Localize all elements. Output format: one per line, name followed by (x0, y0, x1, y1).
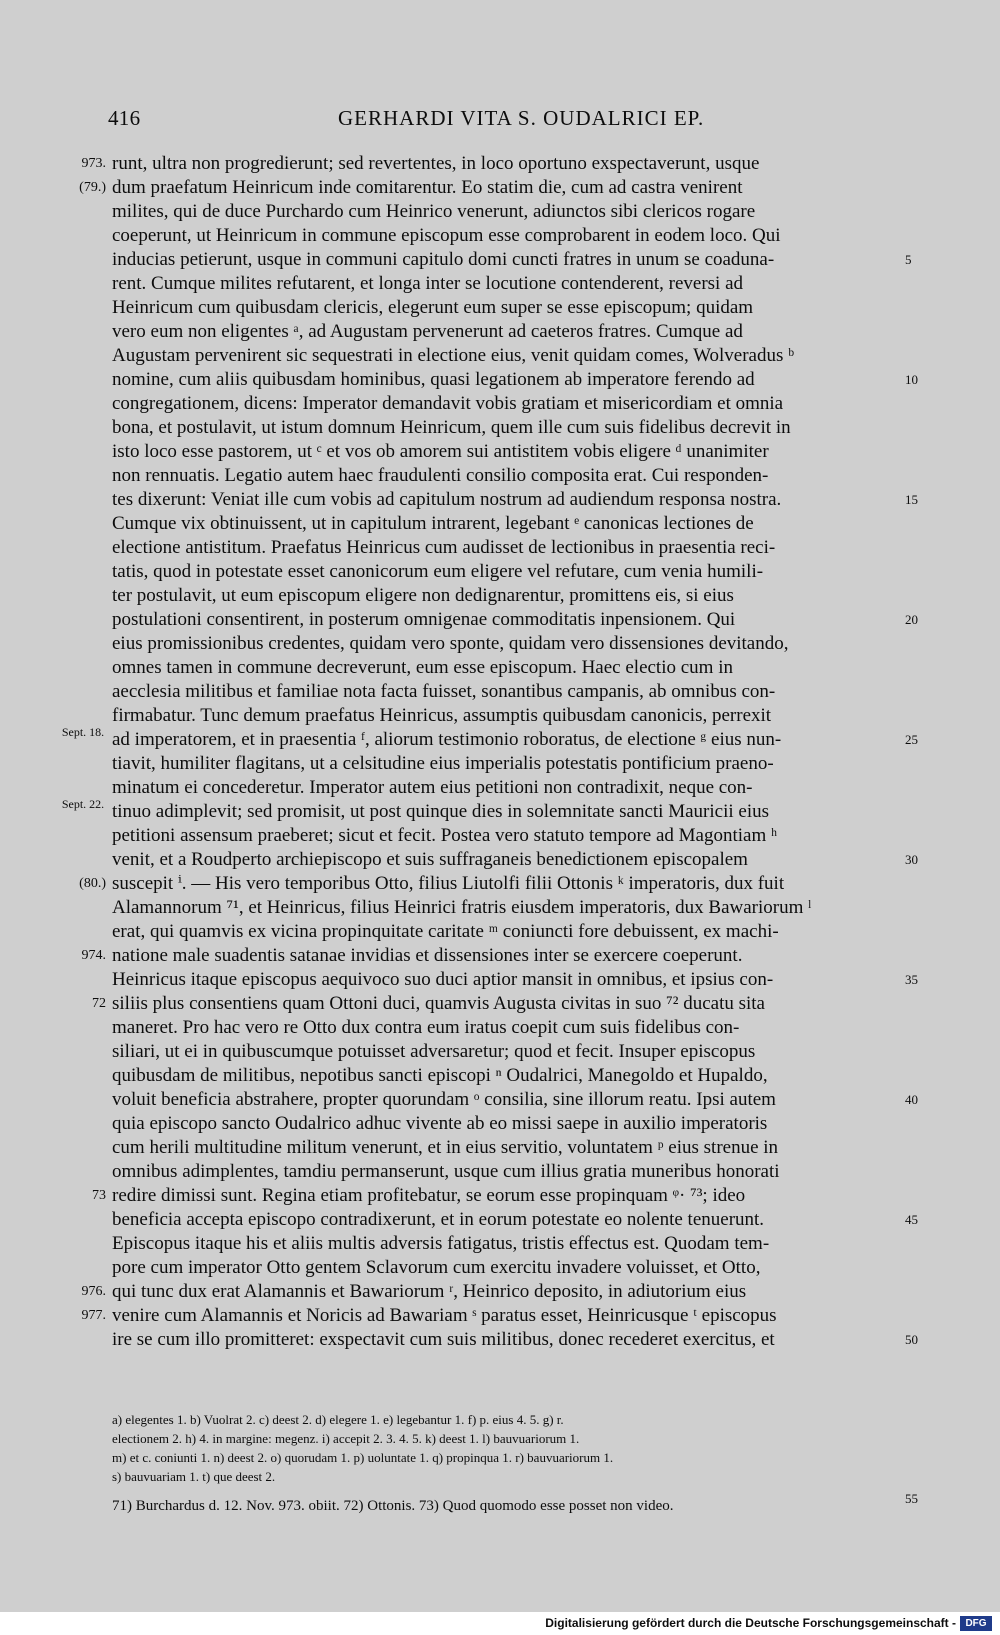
text-line: quibusdam de militibus, nepotibus sancti episcopi ⁿ Oudalrici, Manegoldo et Hupaldo, (112, 1065, 768, 1086)
text-line: siliari, ut ei in quibuscumque potuisset adversaretur; quod et fecit. Insuper episcopus (112, 1041, 756, 1062)
text-line: venire cum Alamannis et Noricis ad Bawariam ˢ paratus esset, Heinricusque ᵗ episcopus (112, 1305, 777, 1326)
text-line: ire se cum illo promitteret: exspectavit cum suis militibus, donec recederet exercitus, et (112, 1329, 775, 1350)
text-line: tes dixerunt: Veniat ille cum vobis ad capitulum nostrum ad audiendum responsa nostra. (112, 489, 782, 510)
text-line: maneret. Pro hac vero re Otto dux contra eum iratus coepit cum suis fidelibus con- (112, 1017, 740, 1038)
text-line: Heinricus itaque episcopus aequivoco suo duci aptior mansit in omnibus, et ipsius con- (112, 969, 774, 990)
left-margin-note: 72 (92, 996, 106, 1011)
text-line: tiavit, humiliter flagitans, ut a celsitudine eius imperialis potestatis pontificium praeno- (112, 753, 774, 774)
text-line: Augustam pervenirent sic sequestrati in electione eius, venit quidam comes, Wolveradus ᵇ (112, 345, 795, 366)
text-line: voluit beneficia abstrahere, propter quorundam ᵒ consilia, sine illorum reatu. Ipsi autem (112, 1089, 776, 1110)
line-number: 45 (905, 1212, 918, 1227)
text-line: omnes tamen in commune decreverunt, eum esse episcopum. Haec electio cum in (112, 657, 733, 678)
text-line: natione male suadentis satanae invidias et dissensiones inter se exercere coeperunt. (112, 945, 743, 966)
text-line: eius promissionibus credentes, quidam vero sponte, quidam vero dissensiones devitando, (112, 633, 789, 654)
left-margin-note: Sept. 22. (61, 797, 105, 811)
text-line: postulationi consentirent, in posterum omnigenae commoditatis inpensionem. Qui (112, 609, 736, 630)
dfg-logo: DFG (960, 1616, 992, 1631)
text-line: congregationem, dicens: Imperator demandavit vobis gratiam et misericordiam et omnia (112, 393, 784, 414)
line-number: 5 (905, 252, 912, 267)
left-margin-note: 974. (81, 948, 106, 963)
text-line: ter postulavit, ut eum episcopum eligere non dedignarentur, promittens eis, si eius (112, 585, 734, 606)
text-line: pore cum imperator Otto gentem Sclavorum cum exercitu invadere voluisset, et Otto, (112, 1257, 761, 1278)
text-line: aecclesia militibus et familiae nota facta fuisset, sonantibus campanis, ab omnibus con- (112, 681, 776, 702)
apparatus-line: m) et c. coniunti 1. n) deest 2. o) quorudam 1. p) uoluntate 1. q) propinqua 1. r) bauvuariorum 1. (112, 1450, 614, 1465)
text-line: electione antistitum. Praefatus Heinricus cum audisset de lectionibus in praesentia reci- (112, 537, 776, 558)
critical-apparatus (112, 1410, 912, 1486)
text-line: suscepit ⁱ. — His vero temporibus Otto, filius Liutolfi filii Ottonis ᵏ imperatoris, dux fuit (112, 873, 785, 894)
text-line: minatum ei concederetur. Imperator autem eius petitioni non contradixit, neque con- (112, 777, 753, 798)
text-line: coeperunt, ut Heinricum in commune episcopum esse comprobarent in eodem loco. Qui (112, 225, 781, 246)
left-margin-note: 973. (81, 156, 106, 171)
text-line: venit, et a Roudperto archiepiscopo et suis suffraganeis benedictionem episcopalem (112, 849, 748, 870)
credit-bar (0, 1612, 1000, 1635)
text-line: non rennuatis. Legatio autem haec fraudulenti consilio composita erat. Cui responden- (112, 465, 769, 486)
footnotes: 71) Burchardus d. 12. Nov. 973. obiit. 72) Ottonis. 73) Quod quomodo esse posset non video. (112, 1498, 674, 1514)
text-line: omnibus adimplentes, tamdiu permanserunt, usque cum illius gratia muneribus honorati (112, 1161, 780, 1182)
text-line: redire dimissi sunt. Regina etiam profitebatur, se eorum esse propinquam ᵠ· ⁷³; ideo (112, 1185, 746, 1206)
text-line: Heinricum cum quibusdam clericis, elegerunt eum super se esse episcopum; quidam (112, 297, 754, 318)
left-margin-note: 977. (81, 1308, 106, 1323)
text-line: rent. Cumque milites refutarent, et longa inter se locutione contenderent, reversi ad (112, 273, 743, 294)
text-line: inducias petierunt, usque in communi capitulo domi cuncti fratres in unum se coaduna- (112, 249, 775, 270)
left-margin-note: (80.) (79, 876, 106, 891)
apparatus-line: s) bauvuariam 1. t) que deest 2. (112, 1469, 276, 1484)
line-number: 25 (905, 732, 918, 747)
text-line: quia episcopo sancto Oudalrico adhuc vivente ab eo missi saepe in auxilio imperatoris (112, 1113, 768, 1134)
text-line: petitioni assensum praeberet; sicut et fecit. Postea vero statuto tempore ad Magontiam ʰ (112, 825, 778, 846)
text-line: vero eum non eligentes ᵃ, ad Augustam pervenerunt ad caeteros fratres. Cumque ad (112, 321, 743, 342)
left-margin-note: 976. (81, 1284, 106, 1299)
credit-text: Digitalisierung gefördert durch die Deutsche Forschungsgemeinschaft - (545, 1616, 956, 1630)
text-line: cum herili multitudine militum venerunt, et in eius servitio, voluntatem ᵖ eius strenue in (112, 1137, 779, 1158)
text-line: runt, ultra non progredierunt; sed revertentes, in loco oportuno exspectaverunt, usque (112, 153, 760, 174)
text-line: tatis, quod in potestate esset canonicorum eum eligere vel refutare, cum venia humili- (112, 561, 764, 582)
line-number: 50 (905, 1332, 918, 1347)
line-number: 15 (905, 492, 918, 507)
apparatus-line: electionem 2. h) 4. in margine: megenz. i) accepit 2. 3. 4. 5. k) deest 1. l) bauvuariorum 1. (112, 1431, 580, 1446)
text-line: Cumque vix obtinuissent, ut in capitulum intrarent, legebant ᵉ canonicas lectiones de (112, 513, 754, 534)
text-line: erat, qui quamvis ex vicina propinquitate caritate ᵐ coniuncti fore debuissent, ex machi- (112, 921, 779, 942)
text-line: tinuo adimplevit; sed promisit, ut post quinque dies in solemnitate sancti Mauricii eius (112, 801, 769, 822)
line-number: 30 (905, 852, 918, 867)
text-line: dum praefatum Heinricum inde comitarentur. Eo statim die, cum ad castra venirent (112, 177, 743, 198)
apparatus-line: a) elegentes 1. b) Vuolrat 2. c) deest 2. d) elegere 1. e) legebantur 1. f) p. eius 4. 5. g) r. (112, 1412, 564, 1427)
text-line: firmabatur. Tunc demum praefatus Heinricus, assumptis quibusdam canonicis, perrexit (112, 705, 772, 726)
text-line: Episcopus itaque his et aliis multis adversis fatigatus, tristis effectus est. Quodam tem- (112, 1233, 770, 1254)
line-number: 20 (905, 612, 918, 627)
text-line: bona, et postulavit, ut istum domnum Heinricum, quem ille cum suis fidelibus decrevit in (112, 417, 791, 438)
text-line: isto loco esse pastorem, ut ᶜ et vos ob amorem sui antistitem vobis eligere ᵈ unanimiter (112, 441, 769, 462)
line-number: 35 (905, 972, 918, 987)
text-line: ad imperatorem, et in praesentia ᶠ, aliorum testimonio roboratus, de electione ᵍ eius nun- (112, 729, 782, 750)
text-line: siliis plus consentiens quam Ottoni duci, quamvis Augusta civitas in suo ⁷² ducatu sita (112, 993, 765, 1014)
text-line: nomine, cum aliis quibusdam hominibus, quasi legationem ab imperatore ferendo ad (112, 369, 755, 390)
line-number: 40 (905, 1092, 918, 1107)
line-number-footnotes: 55 (905, 1491, 918, 1506)
left-margin-note: (79.) (79, 180, 106, 195)
line-number: 10 (905, 372, 918, 387)
text-line: qui tunc dux erat Alamannis et Bawariorum ʳ, Heinrico deposito, in adiutorium eius (112, 1281, 747, 1302)
running-title: GERHARDI VITA S. OUDALRICI EP. (338, 106, 705, 130)
left-margin-note: 73 (92, 1188, 106, 1203)
left-margin-note: Sept. 18. (61, 725, 105, 739)
text-line: Alamannorum ⁷¹, et Heinricus, filius Heinrici fratris eiusdem imperatoris, dux Bawariorum ˡ (112, 897, 812, 918)
page-number: 416 (108, 106, 141, 130)
text-line: milites, qui de duce Purchardo cum Heinrico venerunt, adiunctos sibi clericos rogare (112, 201, 756, 222)
text-line: beneficia accepta episcopo contradixerunt, et in eorum potestate eo nolente tenuerunt. (112, 1209, 765, 1230)
